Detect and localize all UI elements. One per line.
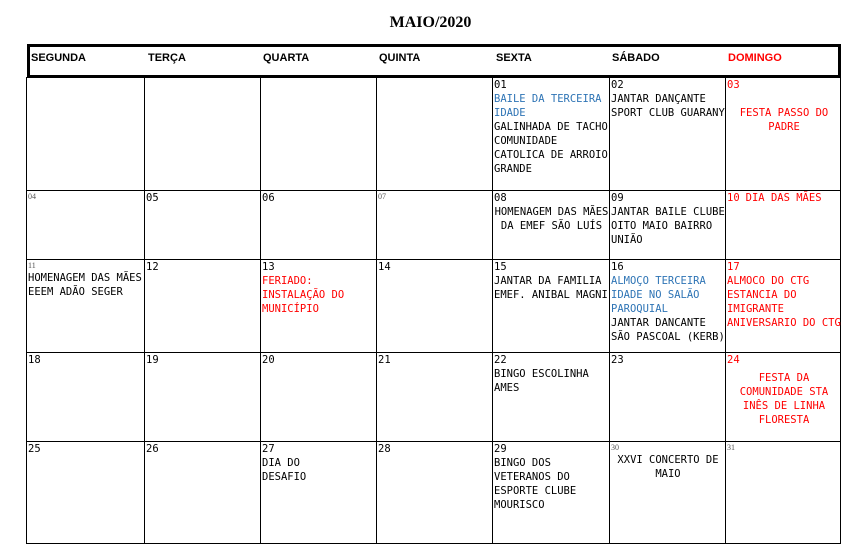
day-number: 31 bbox=[727, 443, 735, 452]
weekday-segunda: SEGUNDA bbox=[31, 52, 87, 64]
day-cell-sabado bbox=[609, 259, 725, 352]
day-number: 24 bbox=[727, 354, 740, 366]
day-cell-sabado bbox=[609, 77, 725, 190]
weekday-quarta: QUARTA bbox=[263, 52, 310, 64]
day-number: 15 bbox=[494, 261, 507, 273]
calendar-grid bbox=[26, 77, 841, 544]
day-cell-quinta bbox=[376, 190, 492, 259]
day-cell-segunda bbox=[26, 441, 144, 544]
event-text: FERIADO: INSTALAÇÃO DO MUNICÍPIO bbox=[262, 275, 345, 315]
day-cell-terca bbox=[144, 352, 260, 441]
event-text: HOMENAGEM DAS MÃES EEEM ADÃO SEGER bbox=[28, 272, 142, 298]
day-cell-domingo bbox=[725, 190, 841, 259]
day-cell-terca bbox=[144, 259, 260, 352]
day-cell-sabado bbox=[609, 352, 725, 441]
day-cell-sexta bbox=[492, 77, 609, 190]
day-number: 27 bbox=[262, 443, 275, 455]
day-number: 29 bbox=[494, 443, 507, 455]
day-cell-domingo bbox=[725, 259, 841, 352]
event-text: BAILE DA TERCEIRA IDADE bbox=[494, 93, 602, 119]
day-cell-domingo bbox=[725, 352, 841, 441]
day-cell-segunda bbox=[26, 259, 144, 352]
day-number: 08 bbox=[494, 192, 507, 204]
day-number: 11 bbox=[28, 261, 36, 270]
weekday-quinta: QUINTA bbox=[379, 52, 421, 64]
event-text: BINGO ESCOLINHA AMES bbox=[494, 368, 589, 394]
day-cell-domingo bbox=[725, 441, 841, 544]
day-number: 25 bbox=[28, 443, 41, 455]
day-number: 02 bbox=[611, 79, 624, 91]
day-number: 19 bbox=[146, 354, 159, 366]
day-cell-quinta bbox=[376, 259, 492, 352]
day-number: 10 bbox=[727, 192, 740, 204]
day-cell-sabado bbox=[609, 441, 725, 544]
weekday-header bbox=[27, 44, 841, 78]
day-number: 17 bbox=[727, 261, 740, 273]
day-number: 14 bbox=[378, 261, 391, 273]
event-text: GALINHADA DE TACHO COMUNIDADE CATOLICA DE ARROIO GRANDE bbox=[494, 121, 608, 175]
day-number: 12 bbox=[146, 261, 159, 273]
event-text: JANTAR BAILE CLUBE OITO MAIO BAIRRO UNIÃO bbox=[611, 206, 725, 246]
day-number: 26 bbox=[146, 443, 159, 455]
event-text: ALMOCO DO CTG ESTANCIA DO IMIGRANTE ANIVERSARIO DO CTG bbox=[727, 275, 841, 329]
weekday-domingo: DOMINGO bbox=[728, 52, 782, 64]
day-number: 04 bbox=[28, 192, 36, 201]
calendar-title: MAIO/2020 bbox=[389, 14, 472, 31]
day-number: 03 bbox=[727, 79, 740, 91]
event-text: BINGO DOS VETERANOS DO ESPORTE CLUBE MOURISCO bbox=[494, 457, 577, 511]
day-cell-quarta bbox=[260, 77, 376, 190]
event-text: JANTAR DANÇANTE SPORT CLUB GUARANY bbox=[611, 93, 725, 119]
day-cell-segunda bbox=[26, 190, 144, 259]
day-cell-quarta bbox=[260, 259, 376, 352]
day-cell-segunda bbox=[26, 352, 144, 441]
event-text: DIA DO DESAFIO bbox=[262, 457, 307, 483]
day-number: 01 bbox=[494, 79, 507, 91]
day-cell-sexta bbox=[492, 259, 609, 352]
day-cell-quinta bbox=[376, 352, 492, 441]
day-cell-sexta bbox=[492, 441, 609, 544]
day-cell-quinta bbox=[376, 77, 492, 190]
day-cell-segunda bbox=[26, 77, 144, 190]
day-number: 28 bbox=[378, 443, 391, 455]
weekday-terca: TERÇA bbox=[148, 52, 186, 64]
day-number: 06 bbox=[262, 192, 275, 204]
day-cell-terca bbox=[144, 441, 260, 544]
day-cell-quarta bbox=[260, 441, 376, 544]
day-number: 09 bbox=[611, 192, 624, 204]
event-text: ALMOÇO TERCEIRA IDADE NO SALÃO PAROQUIAL bbox=[611, 275, 706, 315]
event-text: XXVI CONCERTO DE MAIO bbox=[617, 454, 719, 480]
event-text: FESTA DA COMUNIDADE STA INÊS DE LINHA FLORESTA bbox=[739, 372, 829, 426]
day-cell-quarta bbox=[260, 352, 376, 441]
day-number: 16 bbox=[611, 261, 624, 273]
day-cell-domingo bbox=[725, 77, 841, 190]
event-text: DIA DAS MÃES bbox=[745, 192, 822, 204]
day-cell-terca bbox=[144, 77, 260, 190]
day-number: 07 bbox=[378, 192, 386, 201]
day-number: 22 bbox=[494, 354, 507, 366]
weekday-sexta: SEXTA bbox=[496, 52, 532, 64]
event-text: JANTAR DANCANTE SÃO PASCOAL (KERB) bbox=[611, 317, 725, 343]
day-cell-sexta bbox=[492, 190, 609, 259]
day-cell-quinta bbox=[376, 441, 492, 544]
day-number: 21 bbox=[378, 354, 391, 366]
day-number: 30 bbox=[611, 443, 619, 452]
day-number: 05 bbox=[146, 192, 159, 204]
day-cell-sexta bbox=[492, 352, 609, 441]
day-cell-terca bbox=[144, 190, 260, 259]
day-number: 18 bbox=[28, 354, 41, 366]
weekday-sabado: SÁBADO bbox=[612, 52, 660, 64]
day-number: 20 bbox=[262, 354, 275, 366]
event-text: HOMENAGEM DAS MÃES DA EMEF SÃO LUÍS bbox=[494, 206, 609, 232]
day-number: 23 bbox=[611, 354, 624, 366]
day-cell-sabado bbox=[609, 190, 725, 259]
event-text: FESTA PASSO DO PADRE bbox=[739, 107, 829, 133]
day-cell-quarta bbox=[260, 190, 376, 259]
event-text: JANTAR DA FAMILIA EMEF. ANIBAL MAGNI bbox=[494, 275, 608, 301]
day-number: 13 bbox=[262, 261, 275, 273]
